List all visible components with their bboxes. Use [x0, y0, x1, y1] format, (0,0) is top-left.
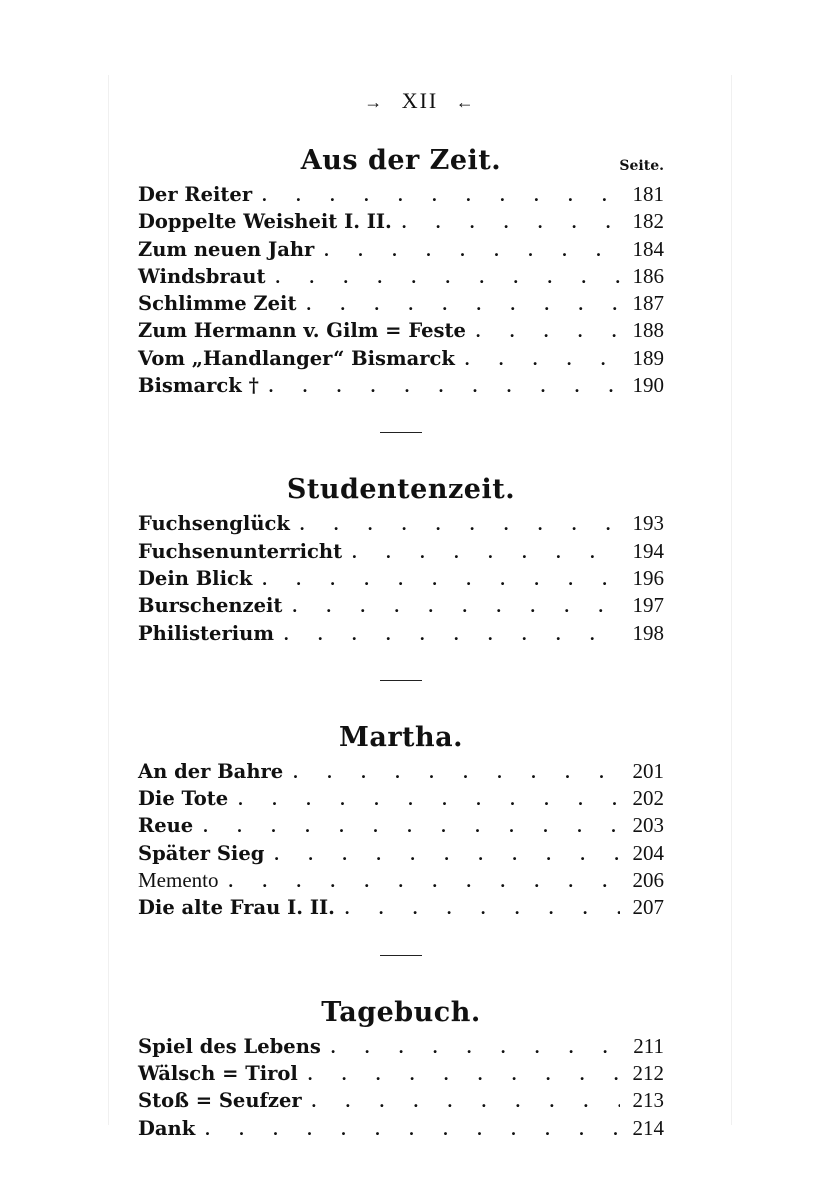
entry-title: An der Bahre: [138, 759, 284, 783]
toc-entry[interactable]: [138, 346, 664, 373]
entry-title: Dein Blick: [138, 566, 253, 590]
toc-entry[interactable]: [138, 621, 664, 648]
toc-entry[interactable]: [138, 1116, 664, 1143]
entry-title: Schlimme Zeit: [138, 292, 297, 316]
toc-entry[interactable]: [138, 566, 664, 593]
entry-page: 201: [632, 758, 664, 783]
section-title: Studentenzeit.: [286, 474, 516, 506]
section-martha: [138, 717, 664, 923]
entry-page: 188: [632, 318, 664, 343]
section-studentenzeit: [138, 469, 664, 647]
toc-entry[interactable]: [138, 786, 664, 813]
page-header: [0, 88, 840, 114]
toc-entry[interactable]: [138, 539, 664, 566]
leader-dots: [331, 1037, 620, 1058]
entry-title: Die alte Frau I. II.: [138, 896, 335, 920]
leader-dots: [284, 624, 620, 645]
toc-entry[interactable]: [138, 593, 664, 620]
section-title: Aus der Zeit.: [300, 145, 502, 176]
entry-page: 202: [632, 786, 664, 811]
entry-page: 214: [632, 1115, 664, 1140]
entry-page: 186: [632, 263, 664, 288]
entry-title: Philisterium: [138, 621, 274, 645]
entry-page: 189: [632, 345, 664, 370]
entry-title: Windsbraut: [138, 264, 266, 288]
entry-page: 182: [632, 209, 664, 234]
entry-title: Spiel des Lebens: [138, 1034, 321, 1058]
seite-label: Seite.: [619, 158, 664, 174]
leader-dots: [324, 240, 620, 261]
entry-page: 204: [632, 840, 664, 865]
entry-page: 207: [632, 895, 664, 920]
section-tagebuch: [138, 992, 664, 1143]
leader-dots: [269, 376, 620, 397]
entry-title: Fuchsenglück: [138, 512, 290, 536]
leader-dots: [275, 267, 620, 288]
entry-page: 187: [632, 291, 664, 316]
leader-dots: [476, 321, 620, 342]
entry-title: Wälsch = Tirol: [138, 1061, 298, 1085]
toc-entry[interactable]: [138, 759, 664, 786]
leader-dots: [402, 212, 620, 233]
entry-page: 213: [632, 1088, 664, 1113]
leader-dots: [262, 569, 620, 590]
toc-entry[interactable]: [138, 895, 664, 922]
toc-entry[interactable]: [138, 868, 664, 895]
toc-entry[interactable]: [138, 182, 664, 209]
right-arrow-ornament: ←: [455, 92, 476, 112]
left-arrow-ornament: →: [364, 92, 385, 112]
entry-title: Memento: [138, 868, 219, 893]
toc-entry[interactable]: [138, 291, 664, 318]
leader-dots: [465, 349, 620, 370]
entry-title: Bismarck †: [138, 374, 259, 398]
entry-page: 198: [632, 620, 664, 645]
leader-dots: [312, 1091, 620, 1112]
entry-title: Vom „Handlanger“ Bismarck: [138, 346, 455, 370]
entry-page: 211: [633, 1033, 664, 1058]
entry-page: 184: [632, 236, 664, 261]
leader-dots: [345, 898, 620, 919]
entry-title: Die Tote: [138, 787, 229, 811]
entry-page: 190: [632, 373, 664, 398]
entry-page: 203: [632, 813, 664, 838]
leader-dots: [352, 542, 620, 563]
entry-page: 194: [632, 538, 664, 563]
toc-entry[interactable]: [138, 237, 664, 264]
page-number: XII: [401, 88, 439, 113]
leader-dots: [292, 596, 620, 617]
entry-title: Der Reiter: [138, 183, 253, 206]
toc-entry[interactable]: [138, 209, 664, 236]
entry-page: 206: [632, 868, 664, 893]
entry-title: Dank: [138, 1116, 196, 1140]
leader-dots: [274, 844, 620, 865]
toc-entry[interactable]: [138, 264, 664, 291]
leader-dots: [293, 762, 620, 783]
entry-title: Burschenzeit: [138, 594, 283, 618]
toc-entry[interactable]: [138, 1088, 664, 1115]
leader-dots: [306, 294, 620, 315]
toc-entry[interactable]: [138, 511, 664, 538]
toc-entry[interactable]: [138, 841, 664, 868]
entry-page: 181: [632, 182, 664, 206]
entry-title: Zum Hermann v. Gilm = Feste: [138, 319, 466, 343]
leader-dots: [203, 816, 620, 837]
entry-page: 197: [632, 593, 664, 618]
entry-title: Später Sieg: [138, 841, 265, 865]
entry-page: 212: [632, 1060, 664, 1085]
leader-dots: [228, 871, 620, 892]
table-of-contents: [138, 140, 664, 1143]
section-aus-der-zeit: [138, 140, 664, 400]
leader-dots: [205, 1119, 620, 1140]
entry-page: 193: [632, 511, 664, 536]
entry-title: Zum neuen Jahr: [138, 237, 315, 261]
leader-dots: [262, 185, 620, 206]
section-title: Martha.: [338, 721, 464, 753]
toc-entry[interactable]: [138, 813, 664, 840]
toc-entry[interactable]: [138, 1034, 664, 1061]
entry-title: Fuchsenunterricht: [138, 539, 343, 563]
entry-title: Doppelte Weisheit I. II.: [138, 210, 392, 234]
entry-title: Stoß = Seufzer: [138, 1089, 302, 1113]
section-title: Tagebuch.: [321, 996, 481, 1028]
toc-entry[interactable]: [138, 373, 664, 400]
leader-dots: [300, 514, 620, 535]
toc-entry[interactable]: [138, 318, 664, 345]
toc-entry[interactable]: [138, 1061, 664, 1088]
leader-dots: [238, 789, 620, 810]
leader-dots: [308, 1064, 620, 1085]
entry-page: 196: [632, 565, 664, 590]
entry-title: Reue: [138, 814, 194, 838]
